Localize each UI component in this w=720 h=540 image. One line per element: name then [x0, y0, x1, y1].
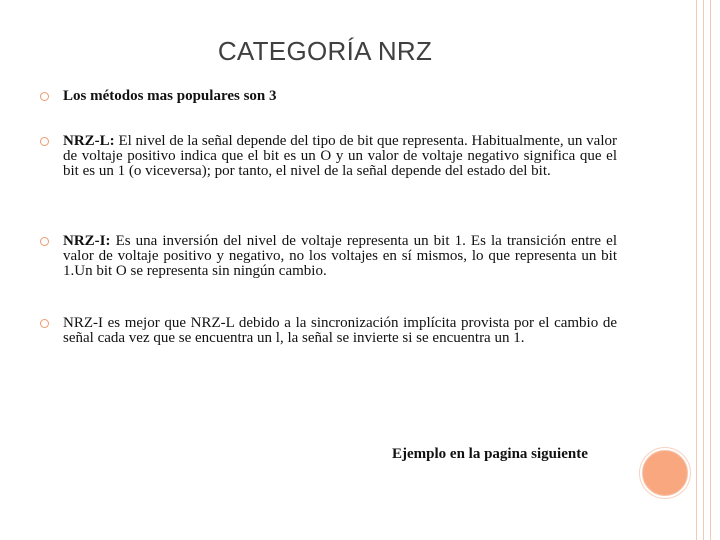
frame-decoration-line [696, 0, 697, 540]
bullet-body: El nivel de la señal depende del tipo de bit que representa. Habitualmente, un valor de voltaje positivo indica que el bit es un O y un valor de voltaje negativo significa que el bit es un 1 (o viceversa); por tanto, el nivel de la señal depende del estado del bit. [63, 133, 617, 179]
hollow-circle-bullet-icon [40, 137, 49, 146]
frame-decoration-line [703, 0, 704, 540]
hollow-circle-bullet-icon [40, 92, 49, 101]
bullet-body: Es una inversión del nivel de voltaje representa un bit 1. Es la transición entre el valor de voltaje positivo y negativo, no los voltajes en sí mismos, lo que representa un bit 1.Un bit O se representa sin ningún cambio. [63, 233, 617, 279]
bullet-text [63, 134, 617, 179]
bullet-body: Los métodos mas populares son 3 [63, 88, 277, 104]
hollow-circle-bullet-icon [40, 237, 49, 246]
bullet-text [63, 89, 617, 104]
bullet-body: NRZ-I es mejor que NRZ-L debido a la sincronización implícita provista por el cambio de señal cada vez que se encuentra un l, la señal se invierte si se encuentra un 1. [63, 315, 617, 346]
next-page-note: Ejemplo en la pagina siguiente [392, 446, 588, 462]
slide-title: CATEGORÍA NRZ [217, 36, 433, 66]
hollow-circle-bullet-icon [40, 319, 49, 328]
bullet-label: NRZ-L: [63, 133, 115, 149]
orange-circle-decoration [642, 450, 688, 496]
frame-decoration-line [710, 0, 711, 540]
bullet-text [63, 234, 617, 279]
bullet-label: NRZ-I: [63, 233, 111, 249]
bullet-text [63, 316, 617, 346]
